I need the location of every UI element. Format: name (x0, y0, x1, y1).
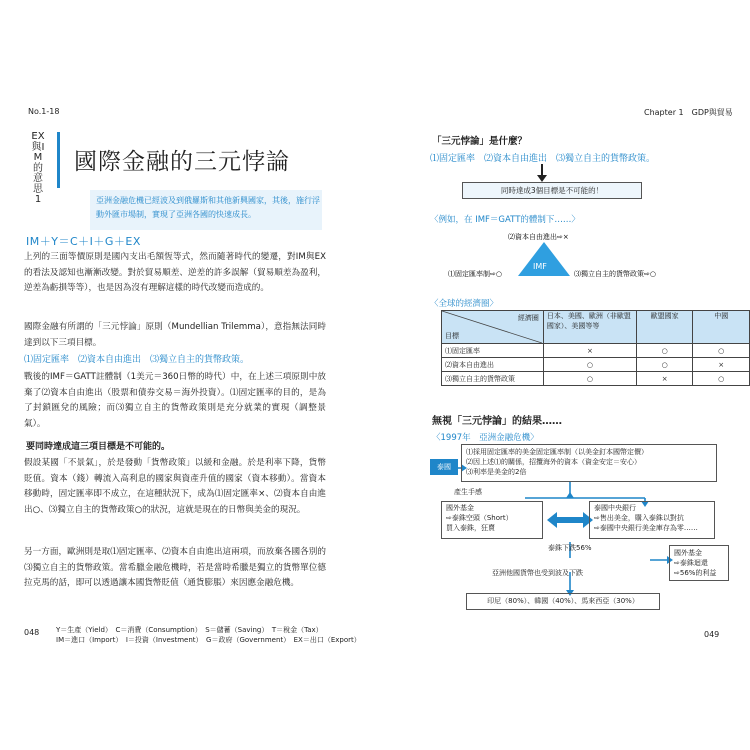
table-cell: × (636, 372, 693, 386)
example-title: 〈例如，在 IMF＝GATT的體制下……〉 (430, 215, 580, 225)
causes-box (461, 444, 717, 482)
formula: IM＋Y＝C＋I＋G＋EX (26, 235, 141, 248)
central-line: ⇨泰國中央銀行美金庫存為零…… (594, 524, 698, 532)
table-cell: × (693, 358, 750, 372)
central-bank-box (589, 501, 715, 539)
baht-drop-label: 泰銖下跌56% (548, 544, 592, 552)
table-cell: ○ (543, 358, 636, 372)
goals-line: ⑴固定匯率 ⑵資本自由進出 ⑶獨立自主的貨幣政策。 (24, 355, 250, 365)
table-cell: ○ (636, 358, 693, 372)
foreign-fund-box (441, 501, 543, 539)
table-cell: × (543, 344, 636, 358)
result-title: 無視「三元悖論」的結果…… (432, 416, 562, 427)
section-title: 「三元悖論」是什麼？ (432, 136, 528, 147)
table-row (442, 372, 750, 386)
page-number-right: 049 (704, 630, 720, 639)
profit-line: 國外基金 (674, 549, 702, 557)
section-goals: ⑴固定匯率 ⑵資本自由進出 ⑶獨立自主的貨幣政策。 (430, 154, 656, 164)
corner-top: 經濟圈 (517, 314, 539, 322)
impossible-box: 同時達成3個目標是不可能的！ (462, 182, 642, 199)
table-header-row (442, 311, 750, 344)
speculator-label: 產生手感 (454, 488, 482, 496)
cause-item: ⑶利率是美金的2倍 (466, 468, 527, 476)
table-row (442, 344, 750, 358)
row-label: ⑶獨立自主的貨幣政策 (442, 372, 544, 386)
paragraph-5: 另一方面，歐洲則是取⑴固定匯率、⑵資本自由進出這兩項，而放棄各國各別的⑶獨立自主的貨幣政策。當希臘金融危機時，若是當時希臘是獨立的貨幣單位德拉克馬的話，即可以透過讓本國貨幣貶值（通貨膨脹）來因應金融危機。 (24, 547, 326, 588)
central-line: 泰國中央銀行 (594, 504, 636, 512)
emphasis-line: 要同時達成這三項目標是不可能的。 (26, 442, 171, 452)
table-corner (442, 311, 544, 344)
central-line: ⇨售出美金，購入泰銖以對抗 (594, 514, 684, 522)
fund-line: ⇨泰銖空頭（Short） (446, 514, 513, 522)
side-divider (57, 132, 60, 188)
profit-line: ⇨泰銖迴還 (674, 559, 708, 567)
down-arrow-icon (536, 164, 548, 182)
page-title: 國際金融的三元悖論 (74, 149, 290, 175)
countries-box: 印尼（80%）、韓國（40%）、馬來西亞（30%） (466, 593, 660, 610)
triangle-top-label: ⑵資本自由進出⇨× (508, 233, 569, 241)
row-label: ⑴固定匯率 (442, 344, 544, 358)
col-header: 日本、美國、歐洲（非歐盟國家）、美國等等 (543, 311, 636, 344)
fund-profit-box (669, 545, 729, 581)
side-label: EX與IM的意思1 (31, 131, 45, 205)
paragraph-1: 上列的三面等價原則是國內支出毛額恆等式，然而隨著時代的變遷，對IM與EX的看法及認知也漸漸改變。對於貿易順差、逆差的許多誤解（貿易順差為盈利，逆差為虧損等等），也是因為沒有理解這樣的時代改變而造成的。 (24, 252, 326, 293)
table-cell: ○ (543, 372, 636, 386)
footer-line-1: Y＝生產（Yield） C＝消費（Consumption） S＝儲蓄（Saving） T＝稅金（Tax） (56, 626, 323, 634)
paragraph-3: 戰後的IMF＝GATT註體制（1美元＝360日幣的時代）中，在上述三項原則中放棄了⑵資本自由進出（股票和債券交易＝海外投資）。⑴固定匯率的目的，是為了封鎖匯兌的風險；而⑶獨立自主的貨幣政策則是充分就業的實現（調整景氣）。 (24, 372, 326, 429)
trilemma-triangle (440, 228, 700, 288)
cause-item: ⑴採用固定匯率的美金固定匯率制（以美金釘本國幣定價） (466, 448, 648, 456)
fund-line: 買入泰銖，狂賣 (446, 524, 495, 532)
economy-table (441, 310, 750, 386)
triangle-center-label: IMF (533, 262, 547, 271)
table-row (442, 358, 750, 372)
corner-bottom: 目標 (445, 332, 459, 340)
triangle-right-label: ⑶獨立自主的貨幣政策⇨○ (574, 270, 656, 278)
crisis-title: 〈1997年 亞洲金融危機〉 (432, 433, 539, 443)
economy-title: 〈全球的經濟圈〉 (430, 299, 499, 309)
paragraph-4: 假設某國「不景氣」，於是發動「貨幣政策」以緩和金融。於是利率下降，貨幣貶值。資本（錢）轉流入高利息的國家與資產升值的國家（資本移動）。當資本移動時，固定匯率即不成立，在這種狀況下，成為⑴固定匯率×、⑵資本自由進出○、⑶獨立自主的貨幣政策○的狀況，這就是現在的日幣與美金的現況。 (24, 458, 326, 515)
table-cell: ○ (693, 344, 750, 358)
col-header: 歐盟國家 (636, 311, 693, 344)
table-cell: ○ (636, 344, 693, 358)
table-cell: ○ (693, 372, 750, 386)
profit-line: ⇨56%的利益 (674, 569, 717, 577)
col-header: 中國 (693, 311, 750, 344)
summary-text: 亞洲金融危機已經波及到俄羅斯和其他新興國家，其後，施行浮動外匯市場制，實現了亞洲各國的快速成長。 (96, 196, 320, 219)
fund-line: 國外基金 (446, 504, 474, 512)
page-label: No.1-18 (28, 107, 60, 116)
paragraph-2: 國際金融有所謂的「三元悖論」原則（Mundellian Trilemma），意指無法同時達到以下三項目標。 (24, 322, 326, 348)
page-number-left: 048 (24, 628, 40, 637)
cause-item: ⑵因上述⑴的關係，招攬海外的資本（資金安定＝安心） (466, 458, 641, 466)
row-label: ⑵資本自由進出 (442, 358, 544, 372)
double-arrow (547, 512, 593, 528)
triangle-left-label: ⑴固定匯率制⇨○ (448, 270, 502, 278)
footer-line-2: IM＝進口（Import） I＝投資（Investment） G＝政府（Government） EX＝出口（Export） (56, 636, 361, 644)
chapter-label: Chapter 1 GDP與貿易 (644, 108, 733, 117)
thailand-box: 泰國 (430, 459, 458, 475)
asia-contagion-label: 亞洲他國貨幣也受到波及下跌 (492, 569, 583, 577)
